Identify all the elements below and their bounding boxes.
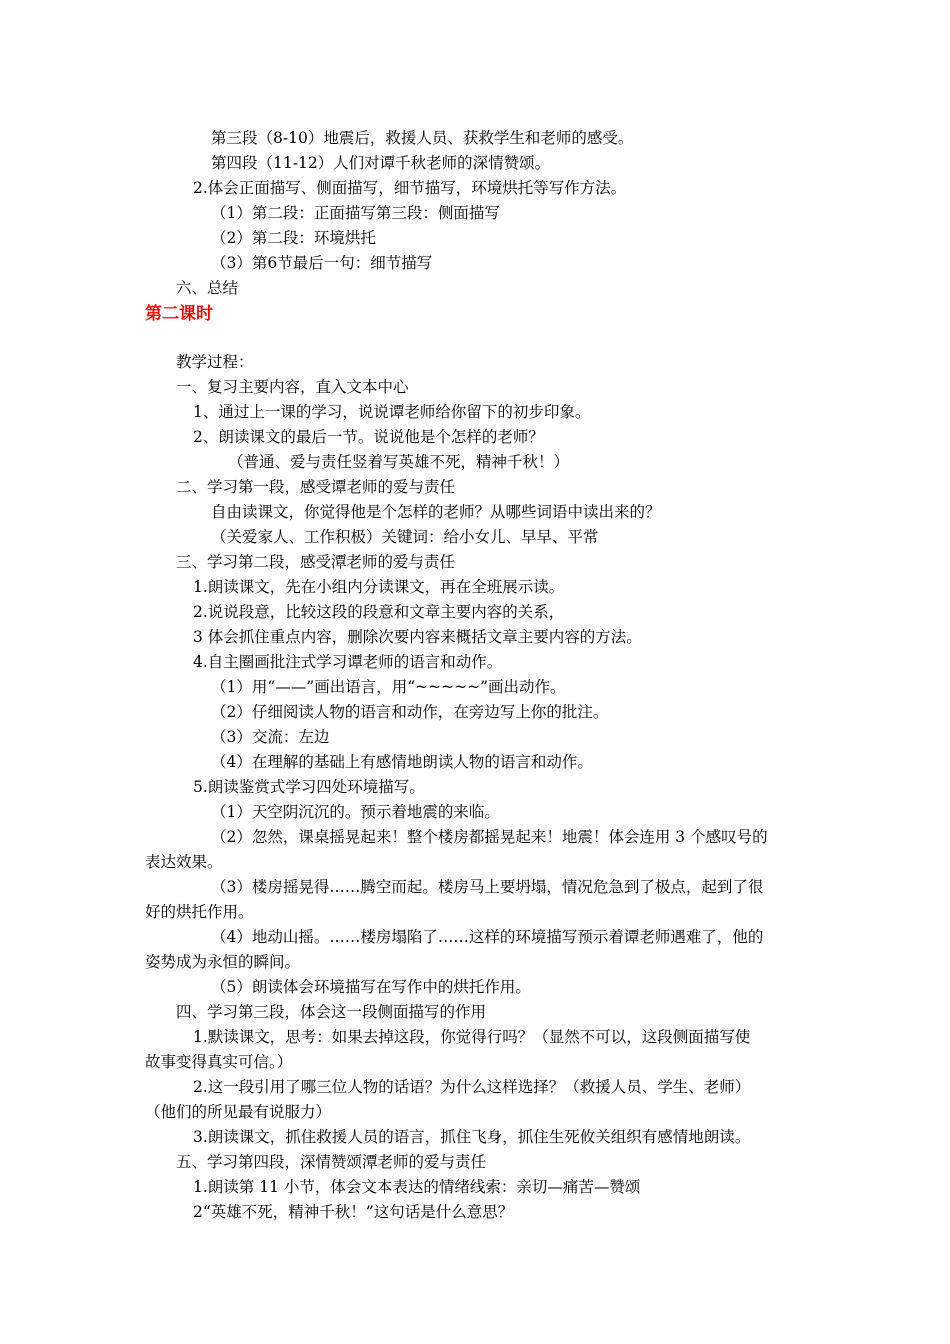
paragraph-line: 4.自主圈画批注式学习谭老师的语言和动作。 [193,653,503,671]
paragraph-line: （他们的所见最有说服力） [145,1103,332,1121]
paragraph-line: 一、复习主要内容，直入文本中心 [176,378,409,396]
paragraph-line: 2.说说段意，比较这段的段意和文章主要内容的关系， [193,603,565,621]
paragraph-line: 1.朗读课文，先在小组内分读课文，再在全班展示读。 [193,578,565,596]
paragraph-line: 姿势成为永恒的瞬间。 [145,953,301,971]
paragraph-line: 三、学习第二段，感受潭老师的爱与责任 [176,553,456,571]
paragraph-line: （关爱家人、工作积极）关键词：给小女儿、早早、平常 [211,528,599,546]
paragraph-line: （4）地动山摇。……楼房塌陷了……这样的环境描写预示着谭老师遇难了，他的 [211,928,764,946]
paragraph-line: （4）在理解的基础上有感情地朗读人物的语言和动作。 [211,753,593,771]
paragraph-line: 好的烘托作用。 [145,903,254,921]
paragraph-line: 3.朗读课文，抓住救援人员的语言，抓住飞身，抓住生死攸关组织有感情地朗读。 [193,1128,751,1146]
paragraph-line: 自由读课文，你觉得他是个怎样的老师？从哪些词语中读出来的？ [211,503,661,521]
paragraph-line: 3 体会抓住重点内容，删除次要内容来概括文章主要内容的方法。 [193,628,642,646]
paragraph-line: 1.默读课文，思考：如果去掉这段，你觉得行吗？（显然不可以，这段侧面描写使 [193,1028,751,1046]
paragraph-line: 二、学习第一段，感受谭老师的爱与责任 [176,478,456,496]
section-heading: 第二课时 [145,304,213,324]
paragraph-line: （3）楼房摇晃得……腾空而起。楼房马上要坍塌，情况危急到了极点，起到了很 [211,878,764,896]
paragraph-line: 2.这一段引用了哪三位人物的话语？为什么这样选择？（救援人员、学生、老师） [193,1078,751,1096]
paragraph-line: （1）第二段：正面描写第三段：侧面描写 [211,204,500,222]
paragraph-line: （5）朗读体会环境描写在写作中的烘托作用。 [211,978,531,996]
paragraph-line: 教学过程： [176,353,254,371]
paragraph-line: （普通、爱与责任竖着写英雄不死，精神千秋！） [228,453,570,471]
paragraph-line: 故事变得真实可信。） [145,1053,293,1071]
paragraph-line: （3）第6节最后一句：细节描写 [211,254,433,272]
paragraph-line: （2）第二段：环境烘托 [211,229,376,247]
paragraph-line: （3）交流：左边 [211,728,330,746]
paragraph-line: 五、学习第四段，深情赞颂潭老师的爱与责任 [176,1153,487,1171]
paragraph-line: 四、学习第三段，体会这一段侧面描写的作用 [176,1003,487,1021]
paragraph-line: （2）仔细阅读人物的语言和动作，在旁边写上你的批注。 [211,703,609,721]
paragraph-line: （1）天空阴沉沉的。预示着地震的来临。 [211,803,500,821]
paragraph-line: 5.朗读鉴赏式学习四处环境描写。 [193,778,425,796]
paragraph-line: （2）忽然，课桌摇晃起来！整个楼房都摇晃起来！地震！体会连用 3 个感叹号的 [211,828,768,846]
paragraph-line: 六、总结 [176,279,239,297]
paragraph-line: 2、朗读课文的最后一节。说说他是个怎样的老师？ [193,428,544,446]
paragraph-line: 2“英雄不死，精神千秋！”这句话是什么意思？ [193,1203,514,1221]
paragraph-line: 表达效果。 [145,853,223,871]
paragraph-line: 2.体会正面描写、侧面描写，细节描写，环境烘托等写作方法。 [193,179,627,197]
paragraph-line: （1）用“——”画出语言，用“~~~~~”画出动作。 [211,678,566,696]
paragraph-line: 1.朗读第 11 小节，体会文本表达的情绪线索：亲切—痛苦—赞颂 [193,1178,641,1196]
paragraph-line: 第四段（11-12）人们对谭千秋老师的深情赞颂。 [211,154,551,172]
paragraph-line: 1、通过上一课的学习，说说谭老师给你留下的初步印象。 [193,403,591,421]
paragraph-line: 第三段（8-10）地震后，救援人员、获救学生和老师的感受。 [211,129,634,147]
